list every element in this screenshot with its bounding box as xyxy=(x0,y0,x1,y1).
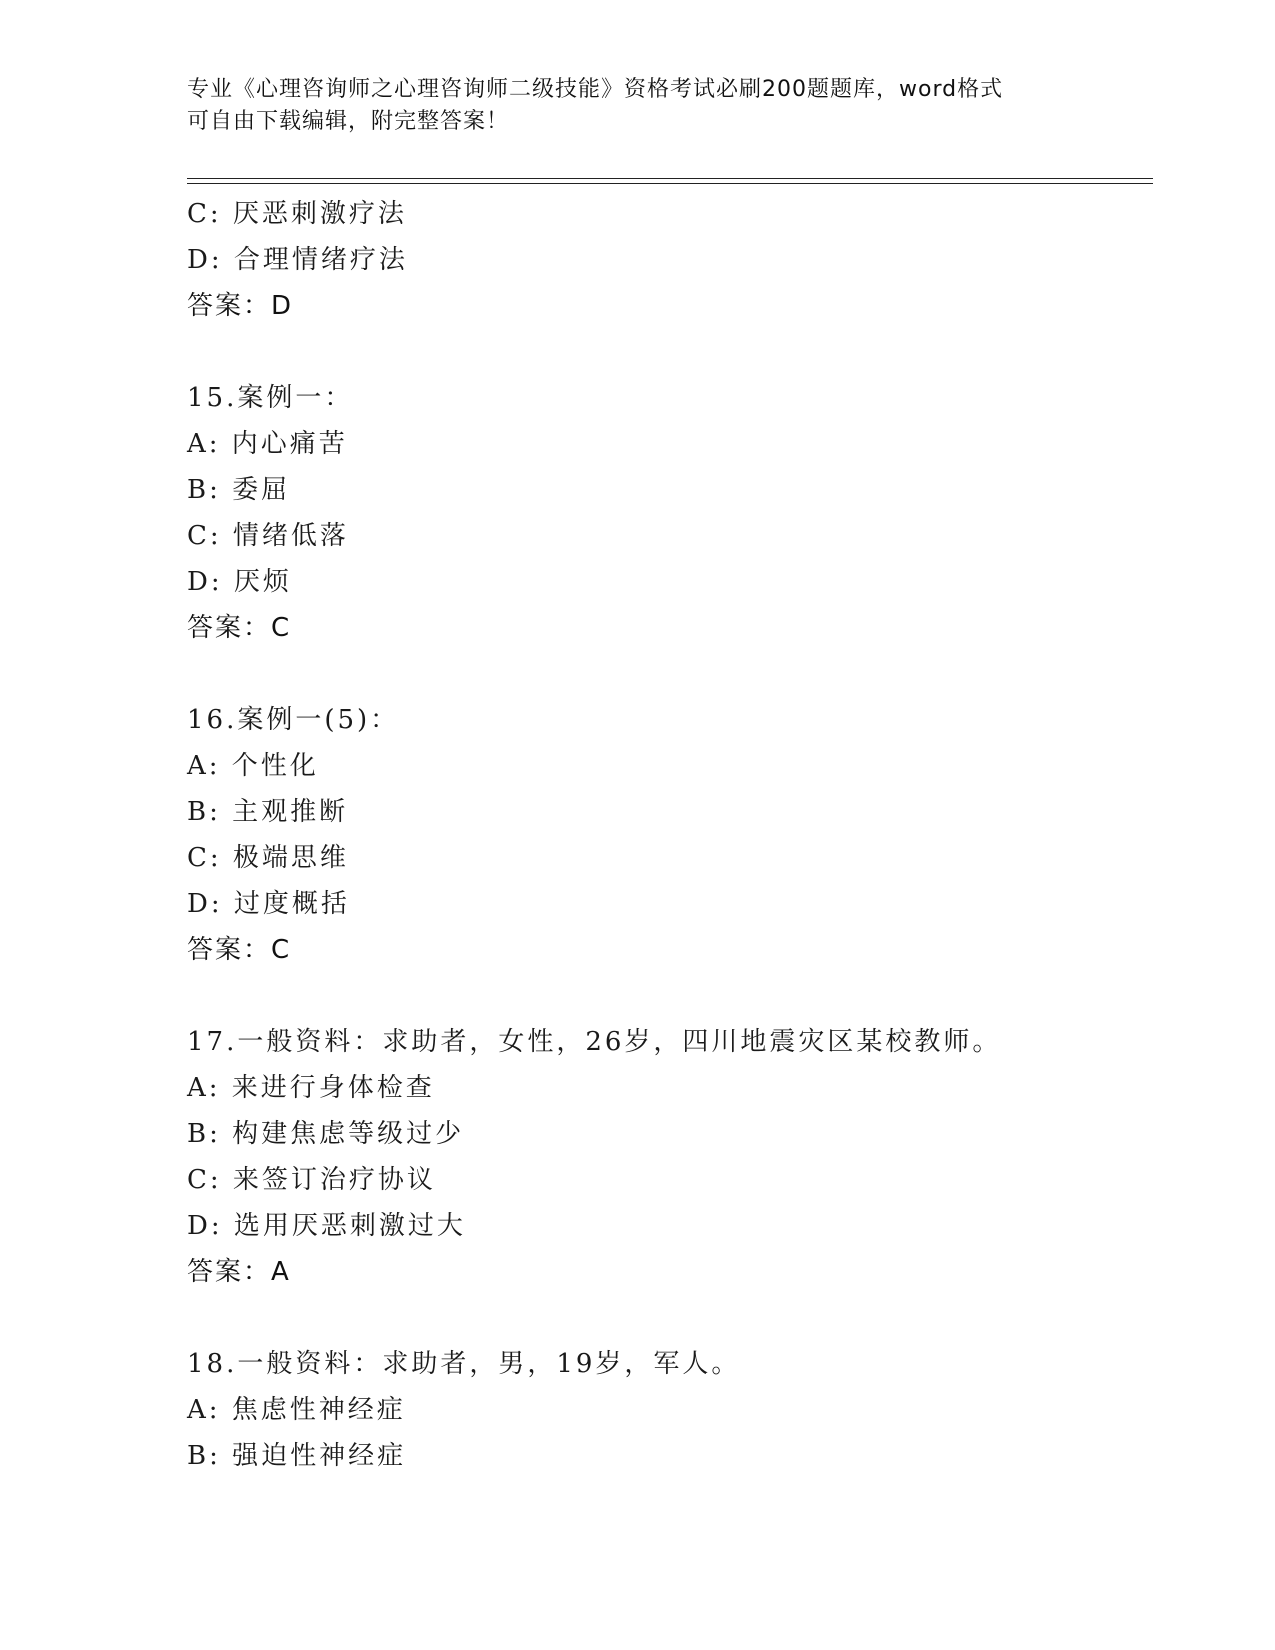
answer-line: 答案：A xyxy=(187,1257,291,1287)
header-title-line-2: 可自由下载编辑，附完整答案！ xyxy=(187,109,510,134)
question-title: 18.一般资料：求助者，男，19岁，军人。 xyxy=(187,1349,741,1379)
option-b: B: 主观推断 xyxy=(187,797,349,827)
option-b: B: 委屈 xyxy=(187,475,291,505)
spacer xyxy=(187,1295,1147,1341)
question-list xyxy=(187,191,1147,1479)
document-header xyxy=(187,74,1087,138)
spacer xyxy=(187,973,1147,1019)
header-divider-bottom xyxy=(187,183,1153,184)
option-c: C: 厌恶刺激疗法 xyxy=(187,199,407,229)
option-a: A: 来进行身体检查 xyxy=(187,1073,435,1103)
question-title: 15.案例一： xyxy=(187,383,354,413)
question-title: 17.一般资料：求助者，女性，26岁，四川地震灾区某校教师。 xyxy=(187,1027,1002,1057)
option-c: C: 情绪低落 xyxy=(187,521,349,551)
option-d: D: 选用厌恶刺激过大 xyxy=(187,1211,466,1241)
option-b: B: 构建焦虑等级过少 xyxy=(187,1119,465,1149)
option-b: B: 强迫性神经症 xyxy=(187,1441,407,1471)
answer-line: 答案：D xyxy=(187,291,294,321)
option-c: C: 来签订治疗协议 xyxy=(187,1165,436,1195)
header-divider-top xyxy=(187,178,1153,179)
question-title: 16.案例一(5)： xyxy=(187,705,400,735)
spacer xyxy=(187,329,1147,375)
option-d: D: 过度概括 xyxy=(187,889,350,919)
option-d: D: 厌烦 xyxy=(187,567,292,597)
option-d: D: 合理情绪疗法 xyxy=(187,245,408,275)
option-a: A: 焦虑性神经症 xyxy=(187,1395,406,1425)
option-c: C: 极端思维 xyxy=(187,843,349,873)
spacer xyxy=(187,651,1147,697)
option-a: A: 内心痛苦 xyxy=(187,429,348,459)
answer-line: 答案：C xyxy=(187,935,292,965)
option-a: A: 个性化 xyxy=(187,751,319,781)
answer-line: 答案：C xyxy=(187,613,292,643)
header-title-line-1: 专业《心理咨询师之心理咨询师二级技能》资格考试必刷200题题库，word格式 xyxy=(187,77,1004,102)
